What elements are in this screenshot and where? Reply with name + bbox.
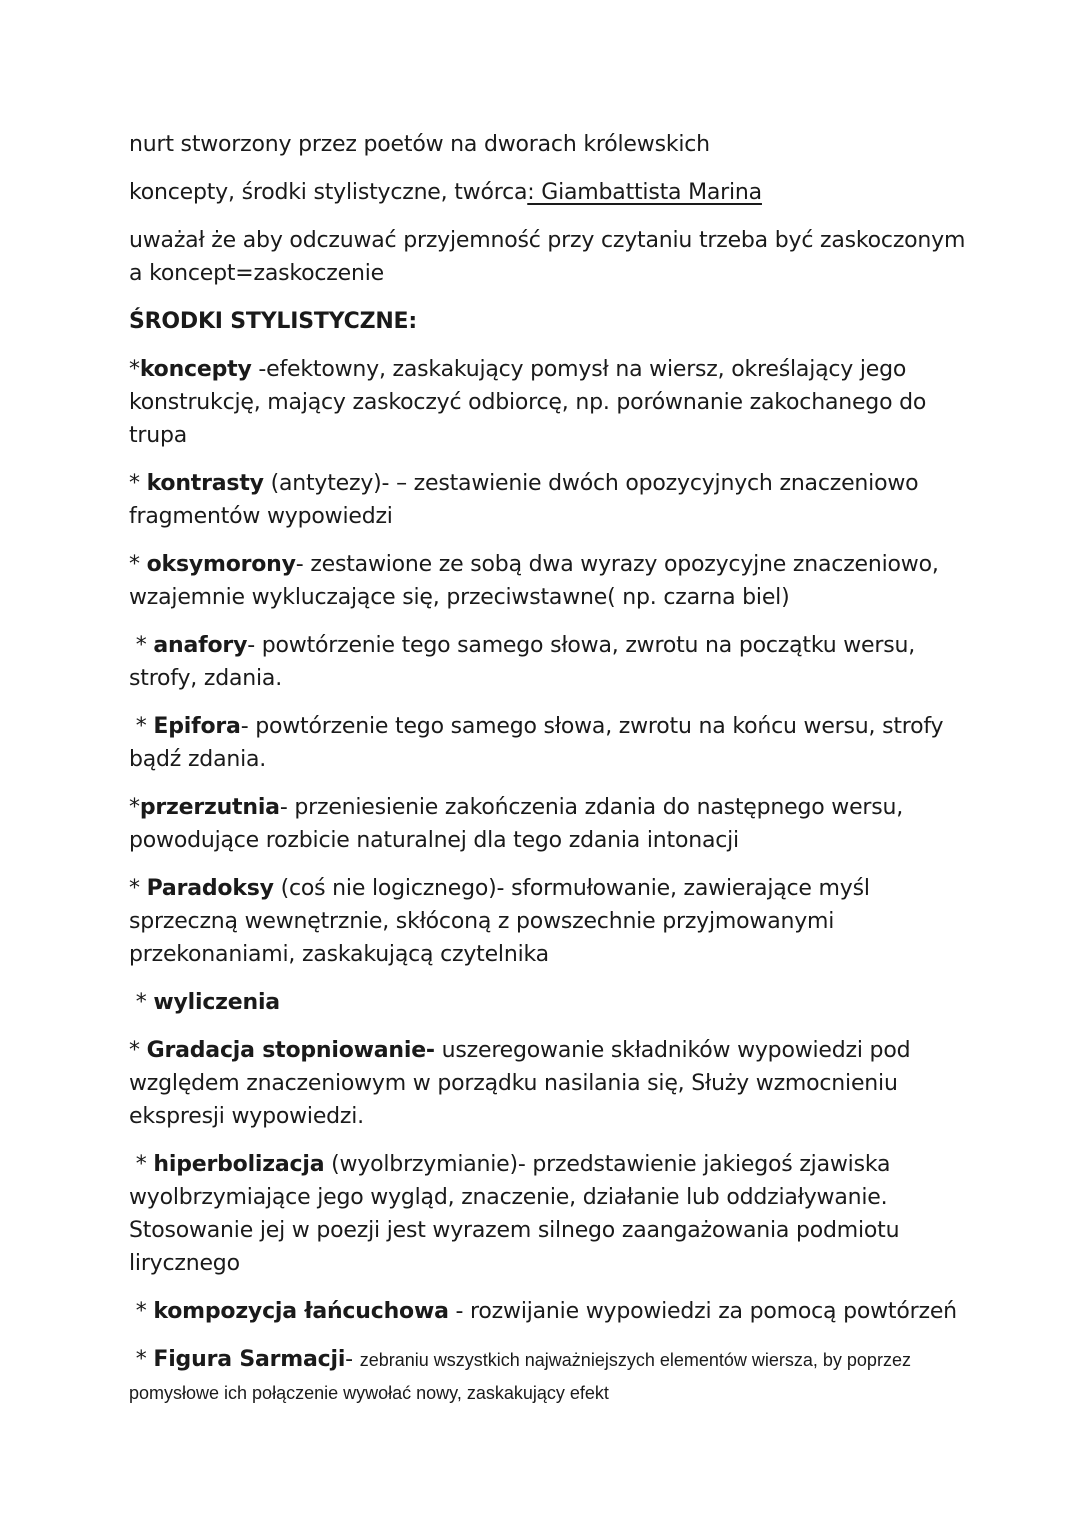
term: kompozycja łańcuchowa	[153, 1299, 449, 1324]
definition: -efektowny, zaskakujący pomysł na wiersz, określający jego konstrukcję, mający zaskoczyć odbiorcę, np. porównanie zakochanego do trupa	[129, 357, 927, 448]
bullet: *	[129, 714, 154, 739]
definition: zebraniu wszystkich najważniejszych elementów wiersza, by poprzez pomysłowe ich połączenie wywołać nowy, zaskakujący efekt	[129, 1350, 911, 1403]
bullet: *	[129, 633, 154, 658]
term: Paradoksy	[146, 876, 274, 901]
bullet: *	[129, 1347, 154, 1372]
definition: (wyolbrzymianie)- przedstawienie jakiegoś zjawiska wyolbrzymiające jego wygląd, znaczenie, działanie lub oddziaływanie. Stosowanie jej w poezji jest wyrazem silnego zaangażowania podmiotu lirycznego	[129, 1152, 900, 1276]
definition: (coś nie logicznego)- sformułowanie, zawierające myśl sprzeczną wewnętrznie, skłóconą z powszechnie przyjmowanymi przekonaniami, zaskakującą czytelnika	[129, 876, 870, 967]
list-item-epifora	[129, 710, 969, 776]
definition: (antytezy)- – zestawienie dwóch opozycyjnych znaczeniowo fragmentów wypowiedzi	[129, 471, 919, 529]
definition: - przeniesienie zakończenia zdania do następnego wersu, powodujące rozbicie naturalnej dla tego zdania intonacji	[129, 795, 904, 853]
section-heading-text: ŚRODKI STYLISTYCZNE:	[129, 309, 417, 334]
term: przerzutnia	[139, 795, 280, 820]
list-item-koncepty	[129, 353, 969, 452]
bullet: *	[129, 795, 140, 820]
intro-line-2	[129, 176, 969, 209]
document-page	[129, 128, 969, 1409]
term: hiperbolizacja	[153, 1152, 325, 1177]
list-item-hiperbolizacja	[129, 1148, 969, 1280]
section-heading	[129, 305, 969, 338]
list-item-paradoksy	[129, 872, 969, 971]
author-name: : Giambattista Marina	[527, 180, 762, 205]
bullet: *	[129, 471, 147, 496]
definition: - powtórzenie tego samego słowa, zwrotu na końcu wersu, strofy bądź zdania.	[129, 714, 944, 772]
bullet: *	[129, 1152, 154, 1177]
intro-line-2-text: koncepty, środki stylistyczne, twórca	[129, 180, 528, 205]
definition: - rozwijanie wypowiedzi za pomocą powtórzeń	[448, 1299, 957, 1324]
bullet: *	[129, 876, 147, 901]
term: anafory	[153, 633, 248, 658]
bullet: *	[129, 990, 154, 1015]
term: kontrasty	[146, 471, 264, 496]
definition: - zestawione ze sobą dwa wyrazy opozycyjne znaczeniowo, wzajemnie wykluczające się, przeciwstawne( np. czarna biel)	[129, 552, 939, 610]
term: koncepty	[139, 357, 252, 382]
bullet: *	[129, 552, 147, 577]
list-item-oksymorony	[129, 548, 969, 614]
definition-dash: -	[345, 1347, 360, 1372]
list-item-wyliczenia	[129, 986, 969, 1019]
list-item-figura-sarmacji	[129, 1343, 969, 1409]
bullet: *	[129, 1038, 147, 1063]
bullet: *	[129, 1299, 154, 1324]
intro-line-1: nurt stworzony przez poetów na dworach królewskich	[129, 132, 710, 157]
term: wyliczenia	[153, 990, 280, 1015]
definition: - powtórzenie tego samego słowa, zwrotu na początku wersu, strofy, zdania.	[129, 633, 916, 691]
list-item-kompozycja	[129, 1295, 969, 1328]
bullet: *	[129, 357, 140, 382]
list-item-anafory	[129, 629, 969, 695]
term: oksymorony	[146, 552, 296, 577]
term: Gradacja stopniowanie-	[146, 1038, 435, 1063]
term: Epifora	[153, 714, 241, 739]
intro-line-3: uważał że aby odczuwać przyjemność przy czytaniu trzeba być zaskoczonym a koncept=zaskoczenie	[129, 228, 966, 286]
definition: uszeregowanie składników wypowiedzi pod względem znaczeniowym w porządku nasilania się, Służy wzmocnieniu ekspresji wypowiedzi.	[129, 1038, 911, 1129]
list-item-kontrasty	[129, 467, 969, 533]
list-item-przerzutnia	[129, 791, 969, 857]
term: Figura Sarmacji	[153, 1347, 346, 1372]
list-item-gradacja	[129, 1034, 969, 1133]
